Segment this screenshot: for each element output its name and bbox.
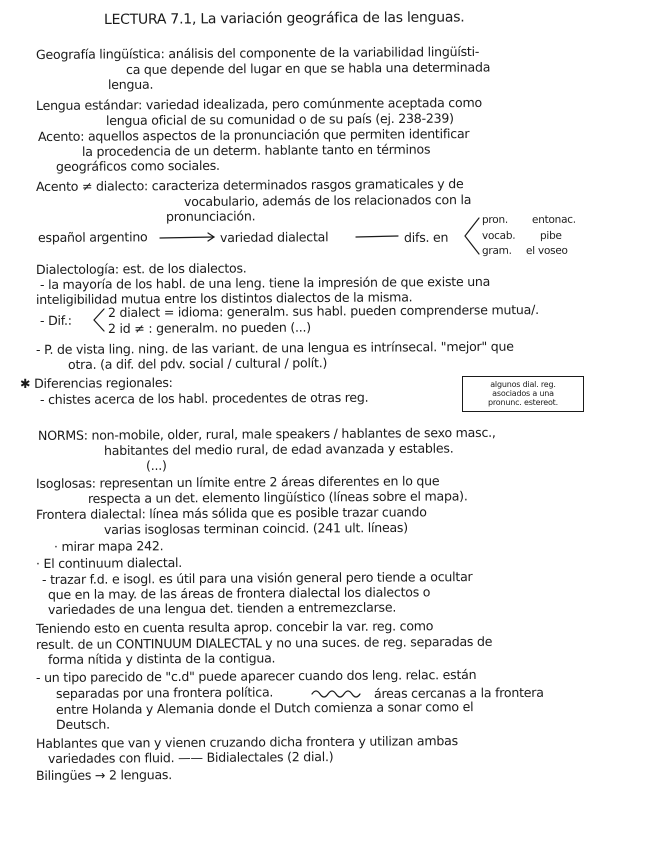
- difs-label: difs. en: [403, 229, 449, 245]
- box-line: asociados a una: [492, 389, 554, 398]
- dif-bracket: [94, 309, 104, 331]
- note-line: Acento ≠ dialecto: caracteriza determinados rasgos gramaticales y de: [35, 176, 464, 194]
- note-line: Frontera dialectal: línea más sólida que es posible trazar cuando: [35, 504, 427, 522]
- box-line: pronunc. estereot.: [488, 398, 558, 407]
- note-line: forma nítida y distinta de la contigua.: [47, 650, 276, 667]
- difs-bracket: [465, 218, 479, 254]
- note-line: result. de un CONTINUUM DIALECTAL y no una suces. de reg. separadas de: [35, 633, 493, 652]
- note-line: otra. (a dif. del pdv. social / cultural / polít.): [67, 355, 328, 372]
- note-line: - un tipo parecido de "c.d" puede aparecer cuando dos leng. relac. están: [35, 666, 477, 685]
- dash-line: [356, 236, 398, 237]
- note-line: vocabulario, además de los relacionados con la: [183, 191, 472, 209]
- note-line: Acento: aquellos aspectos de la pronunciación que permiten identificar: [37, 125, 470, 144]
- arrow-line: [160, 237, 214, 238]
- note-line: NORMS: non-mobile, older, rural, male speakers / hablantes de sexo masc.,: [37, 424, 496, 443]
- note-line: Teniendo esto en cuenta resulta aprop. concebir la var. reg. como: [35, 618, 434, 636]
- note-line: · El continuum dialectal.: [35, 554, 183, 571]
- note-line: - Dif.:: [39, 312, 72, 328]
- wavy-line: [312, 691, 360, 697]
- variedad-dialectal-label: variedad dialectal: [219, 229, 329, 245]
- difs-example: pibe: [539, 229, 562, 242]
- note-line: - la mayoría de los habl. de una leng. tiene la impresión de que existe una: [39, 273, 491, 292]
- note-line: pronunciación.: [165, 208, 256, 224]
- note-line: - P. de vista ling. ning. de las variant. de una lengua es intrínsecal. "mejor" que: [35, 338, 514, 357]
- note-line: - chistes acerca de los habl. procedentes de otras reg.: [39, 389, 369, 407]
- difs-category: vocab.: [481, 229, 516, 242]
- note-line: Dialectología: est. de los dialectos.: [35, 260, 247, 277]
- note-line: Geografía lingüística: análisis del componente de la variabilidad lingüísti-: [35, 43, 480, 62]
- dif-row: 2 id ≠ : generalm. no pueden (...): [107, 319, 311, 336]
- note-line: entre Holanda y Alemania donde el Dutch comienza a sonar como el: [55, 699, 474, 717]
- difs-example: entonac.: [531, 213, 576, 226]
- note-line: Hablantes que van y vienen cruzando dicha frontera y utilizan ambas: [35, 733, 458, 751]
- note-line: lengua.: [107, 76, 154, 92]
- note-line: variedades con fluid. —— Bidialectales (2 dial.): [47, 749, 334, 766]
- note-line: (...): [145, 457, 167, 473]
- note-line: ca que depende del lugar en que se habla una determinada: [125, 59, 491, 77]
- note-line: ✱ Diferencias regionales:: [19, 374, 173, 391]
- note-line: Lengua estándar: variedad idealizada, pero comúnmente aceptada como: [35, 94, 482, 113]
- box-line: algunos dial. reg.: [490, 380, 556, 389]
- difs-category: pron.: [481, 213, 508, 226]
- difs-category: gram.: [481, 244, 512, 257]
- note-line: separadas por una frontera política.: [55, 684, 274, 701]
- note-line: geográficos como sociales.: [55, 157, 220, 174]
- note-line: · mirar mapa 242.: [53, 538, 164, 554]
- note-line: variedades de una lengua det. tienden a entremezclarse.: [47, 599, 397, 617]
- note-line: respecta a un det. elemento lingüístico (líneas sobre el mapa).: [87, 488, 468, 506]
- note-line: la procedencia de un determ. hablante tanto en términos: [81, 141, 431, 159]
- note-line: varias isoglosas terminan coincid. (241 ult. líneas): [103, 519, 408, 537]
- note-line: lengua oficial de su comunidad o de su país (ej. 238-239): [105, 110, 454, 128]
- note-line: áreas cercanas a la frontera: [373, 684, 544, 701]
- note-line: Isoglosas: representan un límite entre 2 áreas diferentes en lo que: [35, 473, 440, 491]
- page-title: LECTURA 7.1, La variación geográfica de las lenguas.: [103, 9, 465, 28]
- note-line: inteligibilidad mutua entre los distintos dialectos de la misma.: [35, 289, 413, 307]
- dif-row: 2 dialect = idioma: generalm. sus habl. pueden comprenderse mutua/.: [107, 301, 539, 320]
- note-line: Deutsch.: [55, 716, 110, 732]
- note-line: que en la may. de las áreas de frontera dialectal los dialectos o: [47, 584, 431, 602]
- difs-example: el voseo: [525, 244, 568, 257]
- espanol-argentino-label: español argentino: [37, 229, 148, 245]
- note-line: Bilingües → 2 lenguas.: [35, 767, 173, 783]
- note-line: - trazar f.d. e isogl. es útil para una visión general pero tiende a ocultar: [41, 568, 473, 587]
- note-line: habitantes del medio rural, de edad avanzada y estables.: [103, 440, 454, 458]
